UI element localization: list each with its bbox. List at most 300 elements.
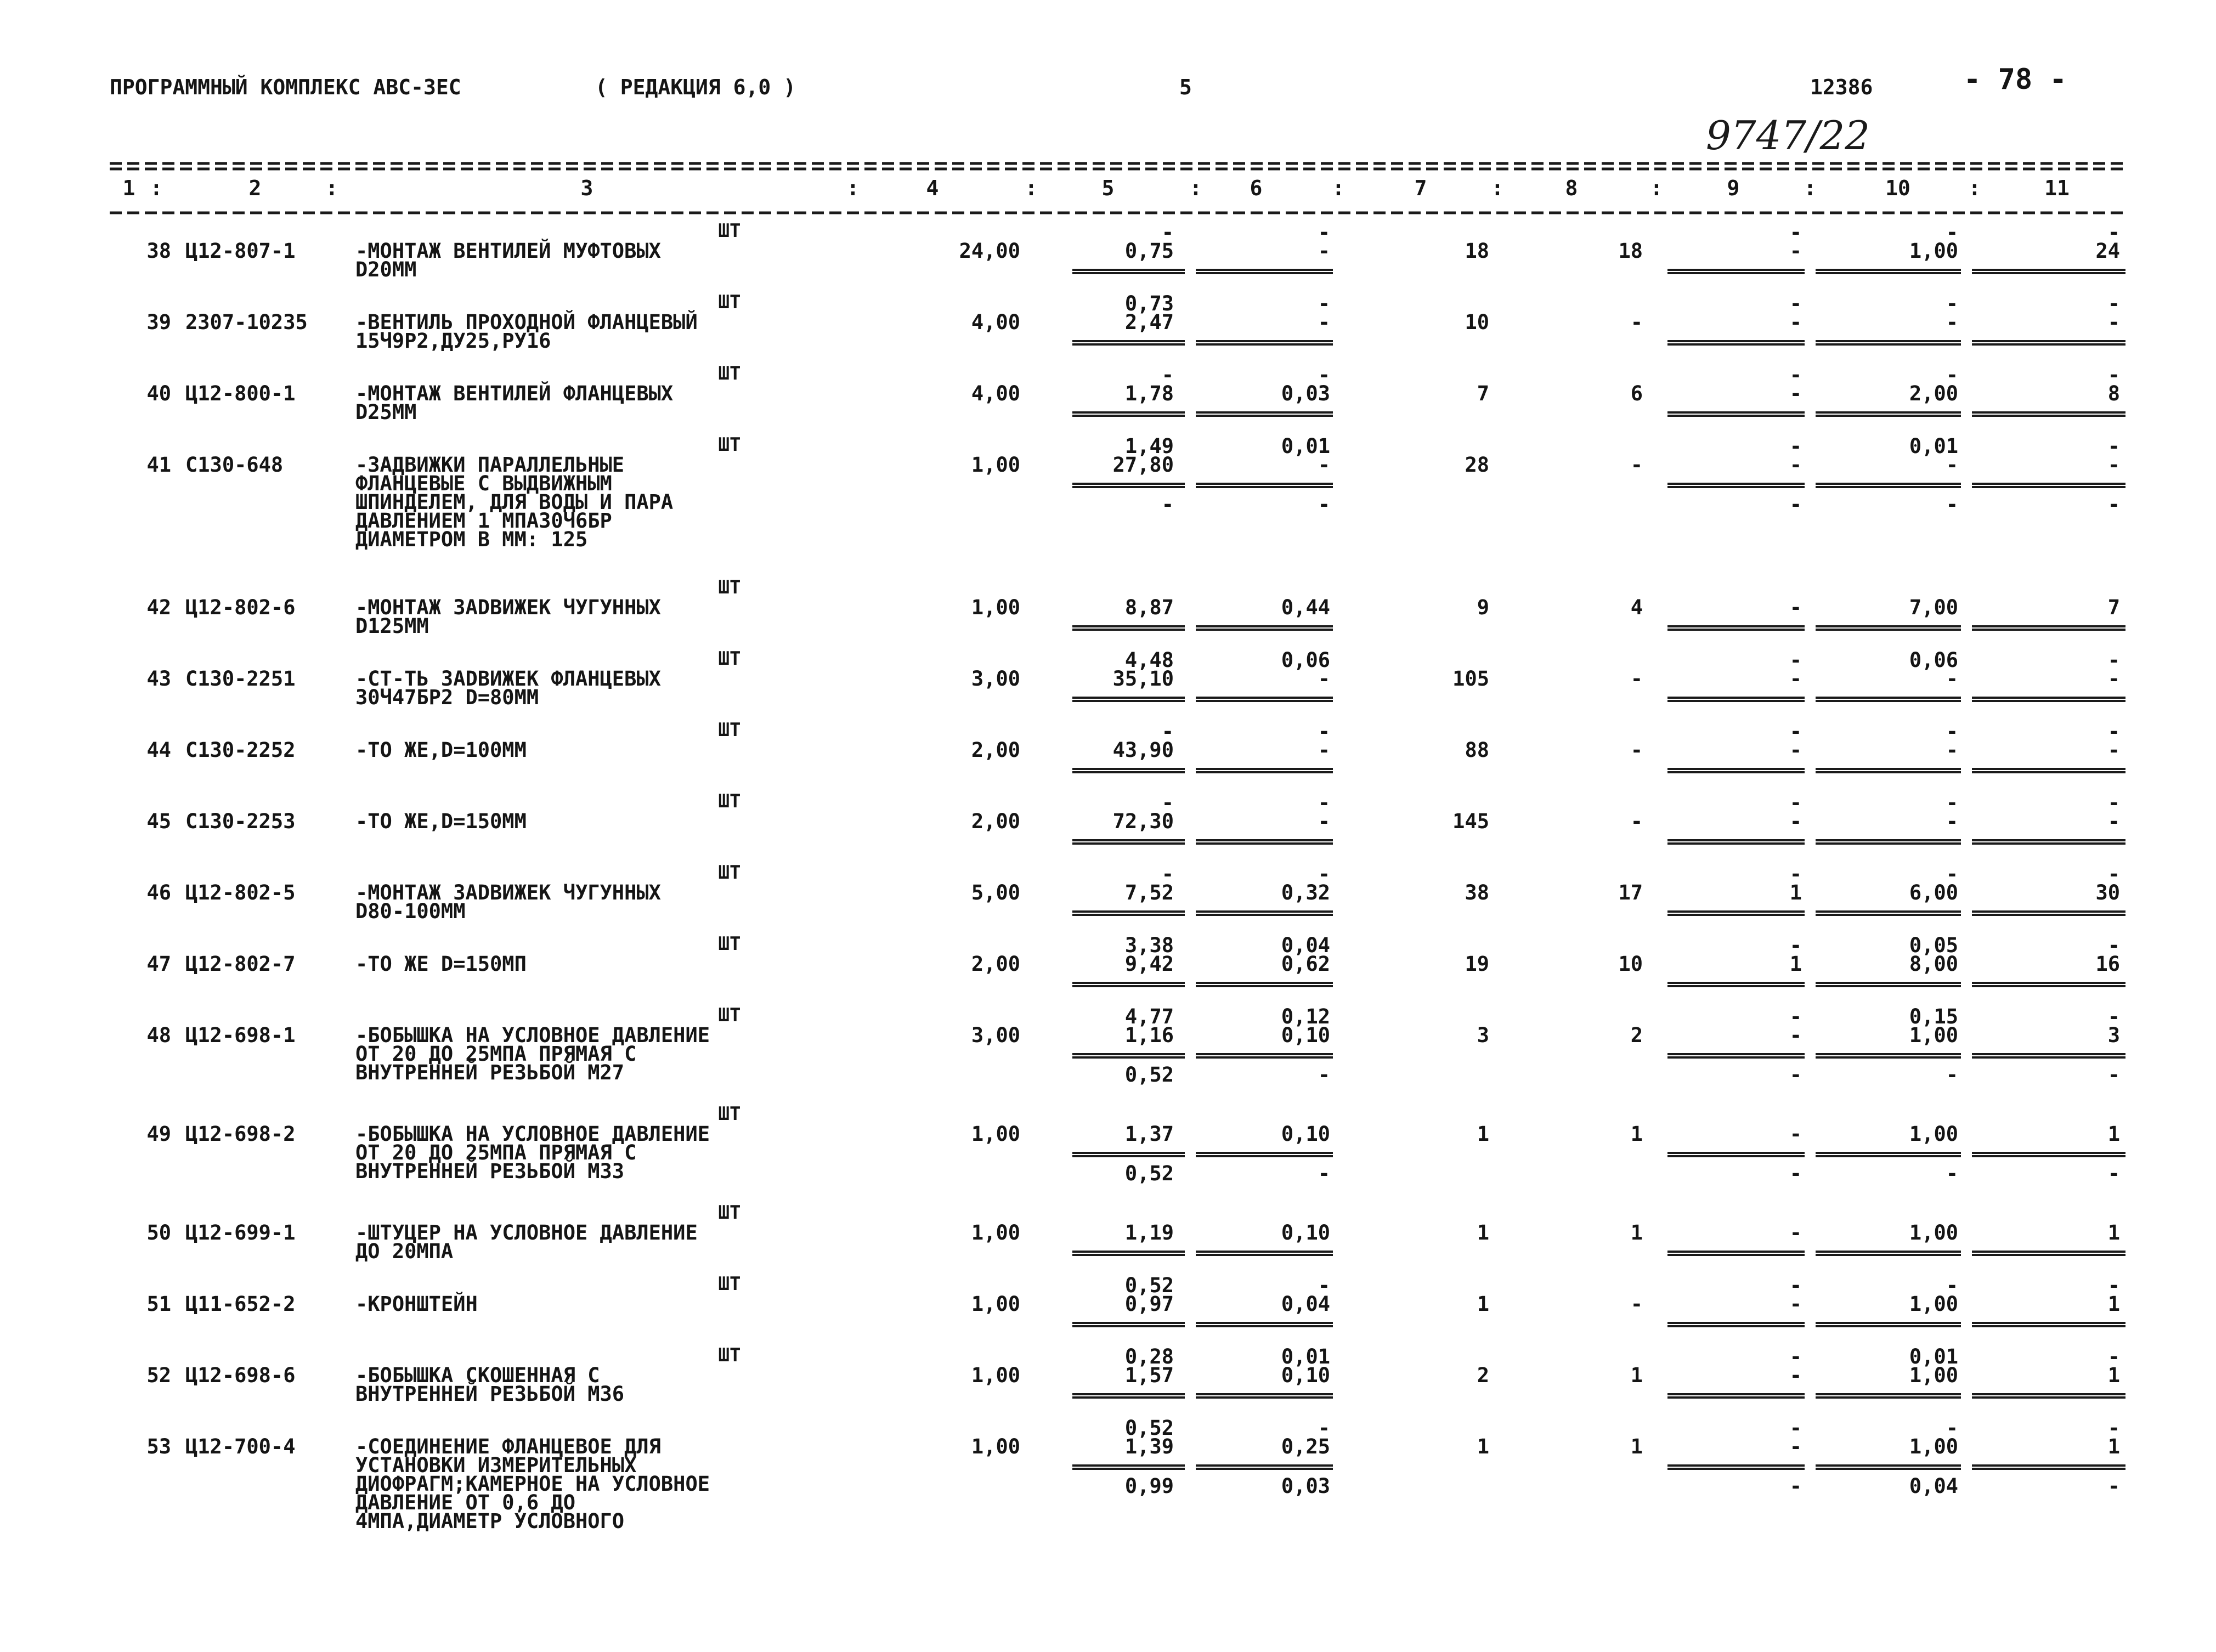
column-header-1: 1 (122, 176, 135, 200)
cell-col-11: 30 (2095, 881, 2120, 904)
estimate-table-body (146, 220, 2125, 1533)
cell-col-6: 0,10 (1281, 1122, 1330, 1146)
cell-col-10-upper: - (1946, 220, 1958, 244)
cell-col-10: - (1946, 738, 1958, 762)
cell-col-11-upper: - (2107, 292, 2120, 315)
cell-col-6: 0,32 (1281, 881, 1330, 904)
cell-col-7: 2 (1477, 1364, 1489, 1387)
row-number: 38 (146, 239, 171, 263)
cell-col-9: - (1789, 1435, 1802, 1458)
row-number: 41 (146, 453, 171, 477)
table-row (146, 434, 2125, 551)
cell-col-11-upper: - (2107, 648, 2120, 672)
cell-col-10: 1,00 (1909, 1435, 1958, 1458)
cell-col-7: 18 (1465, 239, 1489, 263)
work-description: -ТО ЖЕ,D=150ММ (355, 810, 527, 833)
cell-col-5-upper: 1,49 (1124, 434, 1174, 458)
cell-col-5: 43,90 (1112, 738, 1174, 762)
quantity-value: 3,00 (971, 667, 1020, 691)
quantity-value: 24,00 (959, 239, 1020, 263)
cell-col-11: - (2107, 453, 2120, 477)
cell-col-5: 0,75 (1124, 239, 1174, 263)
cell-col-9-upper: - (1789, 363, 1802, 387)
cell-col-9-lower: - (1789, 1474, 1802, 1498)
cell-col-9: - (1789, 667, 1802, 691)
cell-col-8: 17 (1618, 881, 1643, 904)
cell-col-11: 1 (2107, 1221, 2120, 1244)
cell-col-7: 88 (1465, 738, 1489, 762)
cell-col-9: 1 (1789, 881, 1802, 904)
cell-col-11-upper: - (2107, 363, 2120, 387)
unit-label: ШТ (718, 1103, 741, 1125)
cell-col-5-lower: 0,52 (1124, 1063, 1174, 1087)
quantity-value: 3,00 (971, 1023, 1020, 1047)
table-row (146, 790, 2125, 844)
cell-col-11: 8 (2107, 382, 2120, 405)
cell-col-11: 1 (2107, 1364, 2120, 1387)
row-number: 49 (146, 1122, 171, 1146)
cell-col-7: 7 (1477, 382, 1489, 405)
row-number: 53 (146, 1435, 171, 1458)
unit-label: ШТ (718, 1344, 741, 1366)
cell-col-11-upper: - (2107, 862, 2120, 886)
cell-col-6: - (1318, 239, 1330, 263)
unit-label: ШТ (718, 933, 741, 955)
rate-code: Ц11-652-2 (185, 1292, 296, 1316)
work-description: D25ММ (355, 400, 417, 424)
work-description: ДАВЛЕНИЕ ОТ 0,6 ДО (355, 1491, 575, 1514)
cell-col-6-upper: 0,04 (1281, 934, 1330, 957)
row-number: 39 (146, 310, 171, 334)
cell-col-10-upper: - (1946, 791, 1958, 814)
rate-code: Ц12-802-5 (185, 881, 296, 904)
cell-col-5: 1,57 (1124, 1364, 1174, 1387)
cell-col-10-upper: 0,15 (1909, 1005, 1958, 1028)
unit-label: ШТ (718, 363, 741, 384)
cell-col-11-lower: - (2107, 1063, 2120, 1087)
cell-col-10-lower: 0,04 (1909, 1474, 1958, 1498)
cell-col-10: 1,00 (1909, 1364, 1958, 1387)
cell-col-7: 19 (1465, 952, 1489, 976)
cell-col-10: 7,00 (1909, 596, 1958, 619)
table-row (146, 862, 2125, 923)
cell-col-6: 0,44 (1281, 596, 1330, 619)
header-document-number: 12386 (1810, 75, 1873, 99)
rate-code: Ц12-800-1 (185, 382, 296, 405)
cell-col-5-lower: 0,99 (1124, 1474, 1174, 1498)
cell-col-7: 28 (1465, 453, 1489, 477)
cell-col-6-upper: - (1318, 292, 1330, 315)
cell-col-10-upper: - (1946, 292, 1958, 315)
cell-col-9-lower: - (1789, 493, 1802, 516)
table-row (146, 363, 2125, 424)
table-row (146, 719, 2125, 772)
unit-label: ШТ (718, 434, 741, 456)
row-number: 47 (146, 952, 171, 976)
cell-col-6-upper: 0,01 (1281, 434, 1330, 458)
work-description: ДО 20МПА (355, 1240, 454, 1263)
quantity-value: 1,00 (971, 1122, 1020, 1146)
cell-col-6-lower: - (1318, 493, 1330, 516)
cell-col-10: - (1946, 453, 1958, 477)
work-description: ФЛАНЦЕВЫЕ С ВЫДВИЖНЫМ (355, 472, 612, 495)
cell-col-9: - (1789, 1292, 1802, 1316)
column-header-9: 9 (1727, 176, 1740, 200)
column-header-3: 3 (580, 176, 593, 200)
column-header-4: 4 (926, 176, 939, 200)
cell-col-9: - (1789, 1221, 1802, 1244)
cell-col-6-upper: 0,06 (1281, 648, 1330, 672)
row-number: 43 (146, 667, 171, 691)
cell-col-6-upper: - (1318, 862, 1330, 886)
row-number: 40 (146, 382, 171, 405)
work-description: D80-100ММ (355, 899, 466, 923)
cell-col-11-upper: - (2107, 1416, 2120, 1440)
rate-code: Ц12-807-1 (185, 239, 296, 263)
cell-col-5-upper: - (1161, 720, 1174, 743)
work-description: ВНУТРЕННЕЙ РЕЗЬБОЙ М27 (355, 1061, 625, 1084)
rate-code: Ц12-699-1 (185, 1221, 296, 1244)
cell-col-8: - (1630, 453, 1643, 477)
cell-col-9-lower: - (1789, 1162, 1802, 1185)
cell-col-7: 10 (1465, 310, 1489, 334)
cell-col-5-upper: 0,28 (1124, 1345, 1174, 1368)
cell-col-6-upper: 0,01 (1281, 1345, 1330, 1368)
quantity-value: 2,00 (971, 810, 1020, 833)
cell-col-9: - (1789, 453, 1802, 477)
cell-col-7: 38 (1465, 881, 1489, 904)
cell-col-8: 1 (1630, 1221, 1643, 1244)
cell-col-8: 4 (1630, 596, 1643, 619)
cell-col-10: 1,00 (1909, 1292, 1958, 1316)
rate-code: Ц12-802-7 (185, 952, 296, 976)
cell-col-11-lower: - (2107, 1162, 2120, 1185)
column-header-5: 5 (1101, 176, 1115, 200)
cell-col-11: 3 (2107, 1023, 2120, 1047)
cell-col-10-upper: 0,06 (1909, 648, 1958, 672)
cell-col-8: 2 (1630, 1023, 1643, 1047)
cell-col-9-upper: - (1789, 648, 1802, 672)
cell-col-8: 1 (1630, 1435, 1643, 1458)
table-row (146, 1344, 2125, 1406)
table-row (146, 1004, 2125, 1087)
cell-col-6: 0,25 (1281, 1435, 1330, 1458)
table-row (146, 1103, 2125, 1185)
column-header-11: 11 (2044, 176, 2070, 200)
row-number: 45 (146, 810, 171, 833)
cell-col-10: 1,00 (1909, 239, 1958, 263)
cell-col-11-upper: - (2107, 220, 2120, 244)
table-row (146, 291, 2125, 353)
row-number: 52 (146, 1364, 171, 1387)
cell-col-9-upper: - (1789, 720, 1802, 743)
cell-col-6: 0,10 (1281, 1221, 1330, 1244)
cell-col-10-lower: - (1946, 1063, 1958, 1087)
cell-col-10: - (1946, 667, 1958, 691)
work-description: ДИОФРАГМ;КАМЕРНОЕ НА УСЛОВНОЕ (355, 1472, 710, 1496)
cell-col-8: - (1630, 738, 1643, 762)
cell-col-10: 1,00 (1909, 1023, 1958, 1047)
cell-col-8: - (1630, 310, 1643, 334)
unit-label: ШТ (718, 648, 741, 670)
cell-col-10: 6,00 (1909, 881, 1958, 904)
cell-col-8: 1 (1630, 1122, 1643, 1146)
column-separator: : (150, 176, 163, 200)
column-separator: : (1804, 176, 1817, 200)
cell-col-11: 1 (2107, 1122, 2120, 1146)
cell-col-7: 1 (1477, 1292, 1489, 1316)
cell-col-6: - (1318, 667, 1330, 691)
cell-col-9: - (1789, 1364, 1802, 1387)
rate-code: Ц12-698-2 (185, 1122, 296, 1146)
header-section-number: 5 (1179, 75, 1192, 99)
column-header-6: 6 (1250, 176, 1263, 200)
unit-label: ШТ (718, 1202, 741, 1224)
work-description: ОТ 20 ДО 25МПА ПРЯМАЯ С (355, 1141, 637, 1164)
cell-col-6: 0,10 (1281, 1364, 1330, 1387)
quantity-value: 1,00 (971, 1364, 1020, 1387)
cell-col-10-lower: - (1946, 493, 1958, 516)
cell-col-9-upper: - (1789, 292, 1802, 315)
table-row (146, 933, 2125, 986)
cell-col-6: 0,03 (1281, 382, 1330, 405)
cell-col-11: - (2107, 310, 2120, 334)
column-separator: : (325, 176, 338, 200)
work-description: ВНУТРЕННЕЙ РЕЗЬБОЙ М33 (355, 1159, 625, 1183)
cell-col-10: 1,00 (1909, 1221, 1958, 1244)
work-description: -МОНТАЖ ЗАDВИЖЕК ЧУГУННЫХ (355, 596, 661, 619)
cell-col-11-upper: - (2107, 934, 2120, 957)
work-description: 30Ч47БР2 D=80ММ (355, 686, 539, 709)
column-separator: : (1491, 176, 1504, 200)
cell-col-9-lower: - (1789, 1063, 1802, 1087)
cell-col-8: 1 (1630, 1364, 1643, 1387)
rate-code: Ц12-700-4 (185, 1435, 296, 1458)
cell-col-5: 1,39 (1124, 1435, 1174, 1458)
cell-col-11-upper: - (2107, 434, 2120, 458)
unit-label: ШТ (718, 1273, 741, 1295)
cell-col-11-lower: - (2107, 493, 2120, 516)
rate-code: Ц12-698-6 (185, 1364, 296, 1387)
quantity-value: 1,00 (971, 596, 1020, 619)
work-description: -МОНТАЖ ЗАDВИЖЕК ЧУГУННЫХ (355, 881, 661, 904)
cell-col-8: - (1630, 667, 1643, 691)
cell-col-9: - (1789, 310, 1802, 334)
cell-col-5: 2,47 (1124, 310, 1174, 334)
cell-col-5: 7,52 (1124, 881, 1174, 904)
rate-code: С130-648 (185, 453, 284, 477)
quantity-value: 1,00 (971, 1435, 1020, 1458)
work-description: УСТАНОВКИ ИЗМЕРИТЕЛЬНЫХ (355, 1453, 637, 1477)
work-description: ДИАМЕТРОМ В ММ: 125 (355, 528, 588, 551)
work-description: ШПИНДЕЛЕМ, ДЛЯ ВОДЫ И ПАРА (355, 490, 674, 514)
column-header-2: 2 (248, 176, 262, 200)
cell-col-5: 72,30 (1112, 810, 1174, 833)
work-description: -ТО ЖЕ D=150МП (355, 952, 527, 976)
work-description: -КРОНШТЕЙН (355, 1292, 478, 1316)
row-number: 51 (146, 1292, 171, 1316)
table-row (146, 220, 2125, 281)
cell-col-7: 9 (1477, 596, 1489, 619)
cell-col-5-upper: - (1161, 791, 1174, 814)
table-row (146, 576, 2125, 638)
cell-col-10-upper: - (1946, 720, 1958, 743)
column-separator: : (846, 176, 860, 200)
unit-label: ШТ (718, 862, 741, 884)
row-number: 42 (146, 596, 171, 619)
cell-col-6: 0,04 (1281, 1292, 1330, 1316)
rate-code: С130-2252 (185, 738, 296, 762)
column-separator: : (1332, 176, 1345, 200)
work-description: -ЗАДВИЖКИ ПАРАЛЛЕЛЬНЫЕ (355, 453, 625, 477)
cell-col-6-upper: - (1318, 720, 1330, 743)
table-row (146, 1416, 2125, 1533)
cell-col-8: 18 (1618, 239, 1643, 263)
cell-col-10-lower: - (1946, 1162, 1958, 1185)
column-header-10: 10 (1885, 176, 1910, 200)
unit-label: ШТ (718, 291, 741, 313)
cell-col-6-upper: - (1318, 1416, 1330, 1440)
header-edition: ( РЕДАКЦИЯ 6,0 ) (595, 75, 796, 99)
cell-col-5-upper: 0,73 (1124, 292, 1174, 315)
header-title: ПРОГРАММНЫЙ КОМПЛЕКС АВС-3ЕС (110, 75, 461, 99)
cell-col-6: - (1318, 310, 1330, 334)
quantity-value: 4,00 (971, 310, 1020, 334)
cell-col-5-upper: - (1161, 220, 1174, 244)
cell-col-11: 1 (2107, 1292, 2120, 1316)
work-description: -ШТУЦЕР НА УСЛОВНОЕ ДАВЛЕНИЕ (355, 1221, 698, 1244)
quantity-value: 2,00 (971, 738, 1020, 762)
cell-col-11-upper: - (2107, 1005, 2120, 1028)
column-separator: : (1025, 176, 1038, 200)
cell-col-9-upper: - (1789, 1005, 1802, 1028)
cell-col-9-upper: - (1789, 1345, 1802, 1368)
cell-col-11: 1 (2107, 1435, 2120, 1458)
cell-col-11-upper: - (2107, 791, 2120, 814)
unit-label: ШТ (718, 790, 741, 812)
cell-col-9: - (1789, 810, 1802, 833)
column-separator: : (1650, 176, 1663, 200)
cell-col-5: 35,10 (1112, 667, 1174, 691)
cell-col-10-upper: 0,01 (1909, 1345, 1958, 1368)
cell-col-6: - (1318, 738, 1330, 762)
work-description: -БОБЫШКА СКОШЕННАЯ С (355, 1364, 600, 1387)
cell-col-8: 6 (1630, 382, 1643, 405)
cell-col-11: - (2107, 810, 2120, 833)
work-description: 4МПА,ДИАМЕТР УСЛОВНОГО (355, 1509, 625, 1533)
cell-col-6-upper: - (1318, 791, 1330, 814)
cell-col-9-upper: - (1789, 434, 1802, 458)
cell-col-11: 24 (2095, 239, 2120, 263)
cell-col-9-upper: - (1789, 862, 1802, 886)
cell-col-6: - (1318, 453, 1330, 477)
cell-col-5: 1,78 (1124, 382, 1174, 405)
table-row (146, 648, 2125, 709)
cell-col-6-upper: - (1318, 220, 1330, 244)
cell-col-7: 3 (1477, 1023, 1489, 1047)
unit-label: ШТ (718, 1004, 741, 1026)
cell-col-6: 0,62 (1281, 952, 1330, 976)
cell-col-5: 0,97 (1124, 1292, 1174, 1316)
cell-col-5-upper: - (1161, 363, 1174, 387)
work-description: ДАВЛЕНИЕМ 1 МПА30Ч6БР (355, 509, 612, 533)
cell-col-6-upper: - (1318, 363, 1330, 387)
handwritten-reference: 9747/22 (1706, 112, 1870, 159)
cell-col-5: 8,87 (1124, 596, 1174, 619)
cell-col-7: 1 (1477, 1122, 1489, 1146)
cell-col-7: 1 (1477, 1221, 1489, 1244)
cell-col-5-upper: 0,52 (1124, 1274, 1174, 1297)
cell-col-11-lower: - (2107, 1474, 2120, 1498)
column-separator: : (1968, 176, 1981, 200)
cell-col-9: 1 (1789, 952, 1802, 976)
cell-col-5: 9,42 (1124, 952, 1174, 976)
cell-col-9: - (1789, 239, 1802, 263)
quantity-value: 2,00 (971, 952, 1020, 976)
quantity-value: 1,00 (971, 1292, 1020, 1316)
cell-col-6-lower: - (1318, 1162, 1330, 1185)
cell-col-11: - (2107, 738, 2120, 762)
cell-col-6: - (1318, 810, 1330, 833)
cell-col-7: 1 (1477, 1435, 1489, 1458)
column-header-7: 7 (1414, 176, 1427, 200)
row-number: 50 (146, 1221, 171, 1244)
cell-col-8: - (1630, 810, 1643, 833)
cell-col-10-upper: - (1946, 1274, 1958, 1297)
cell-col-9-upper: - (1789, 1416, 1802, 1440)
row-number: 44 (146, 738, 171, 762)
cell-col-5-lower: - (1161, 493, 1174, 516)
cell-col-9: - (1789, 738, 1802, 762)
rate-code: Ц12-802-6 (185, 596, 296, 619)
column-header-row (123, 176, 2070, 200)
cell-col-10-upper: - (1946, 1416, 1958, 1440)
column-separator: : (1189, 176, 1202, 200)
cell-col-6: 0,10 (1281, 1023, 1330, 1047)
cell-col-10-upper: - (1946, 862, 1958, 886)
cell-col-6-lower: - (1318, 1063, 1330, 1087)
unit-label: ШТ (718, 576, 741, 598)
column-header-8: 8 (1565, 176, 1578, 200)
header-page-number: - 78 - (1964, 63, 2067, 96)
cell-col-5-upper: 0,52 (1124, 1416, 1174, 1440)
cell-col-11: - (2107, 667, 2120, 691)
cell-col-5-upper: 3,38 (1124, 934, 1174, 957)
work-description: -БОБЫШКА НА УСЛОВНОЕ ДАВЛЕНИЕ (355, 1122, 710, 1146)
cell-col-9: - (1789, 382, 1802, 405)
cell-col-10: 2,00 (1909, 382, 1958, 405)
cell-col-9-upper: - (1789, 934, 1802, 957)
cell-col-11-upper: - (2107, 1274, 2120, 1297)
quantity-value: 1,00 (971, 1221, 1020, 1244)
cell-col-5: 27,80 (1112, 453, 1174, 477)
cell-col-6-upper: 0,12 (1281, 1005, 1330, 1028)
cell-col-10-upper: - (1946, 363, 1958, 387)
cell-col-5-upper: 4,77 (1124, 1005, 1174, 1028)
cell-col-9: - (1789, 1023, 1802, 1047)
work-description: -СТ-ТЬ ЗАDВИЖЕК ФЛАНЦЕВЫХ (355, 667, 661, 691)
cell-col-9: - (1789, 596, 1802, 619)
quantity-value: 1,00 (971, 453, 1020, 477)
unit-label: ШТ (718, 220, 741, 242)
cell-col-9-upper: - (1789, 1274, 1802, 1297)
work-description: -МОНТАЖ ВЕНТИЛЕЙ ФЛАНЦЕВЫХ (355, 382, 674, 405)
cell-col-5-upper: 4,48 (1124, 648, 1174, 672)
cell-col-7: 105 (1452, 667, 1489, 691)
cell-col-8: - (1630, 1292, 1643, 1316)
cell-col-5: 1,19 (1124, 1221, 1174, 1244)
rate-code: 2307-10235 (185, 310, 308, 334)
